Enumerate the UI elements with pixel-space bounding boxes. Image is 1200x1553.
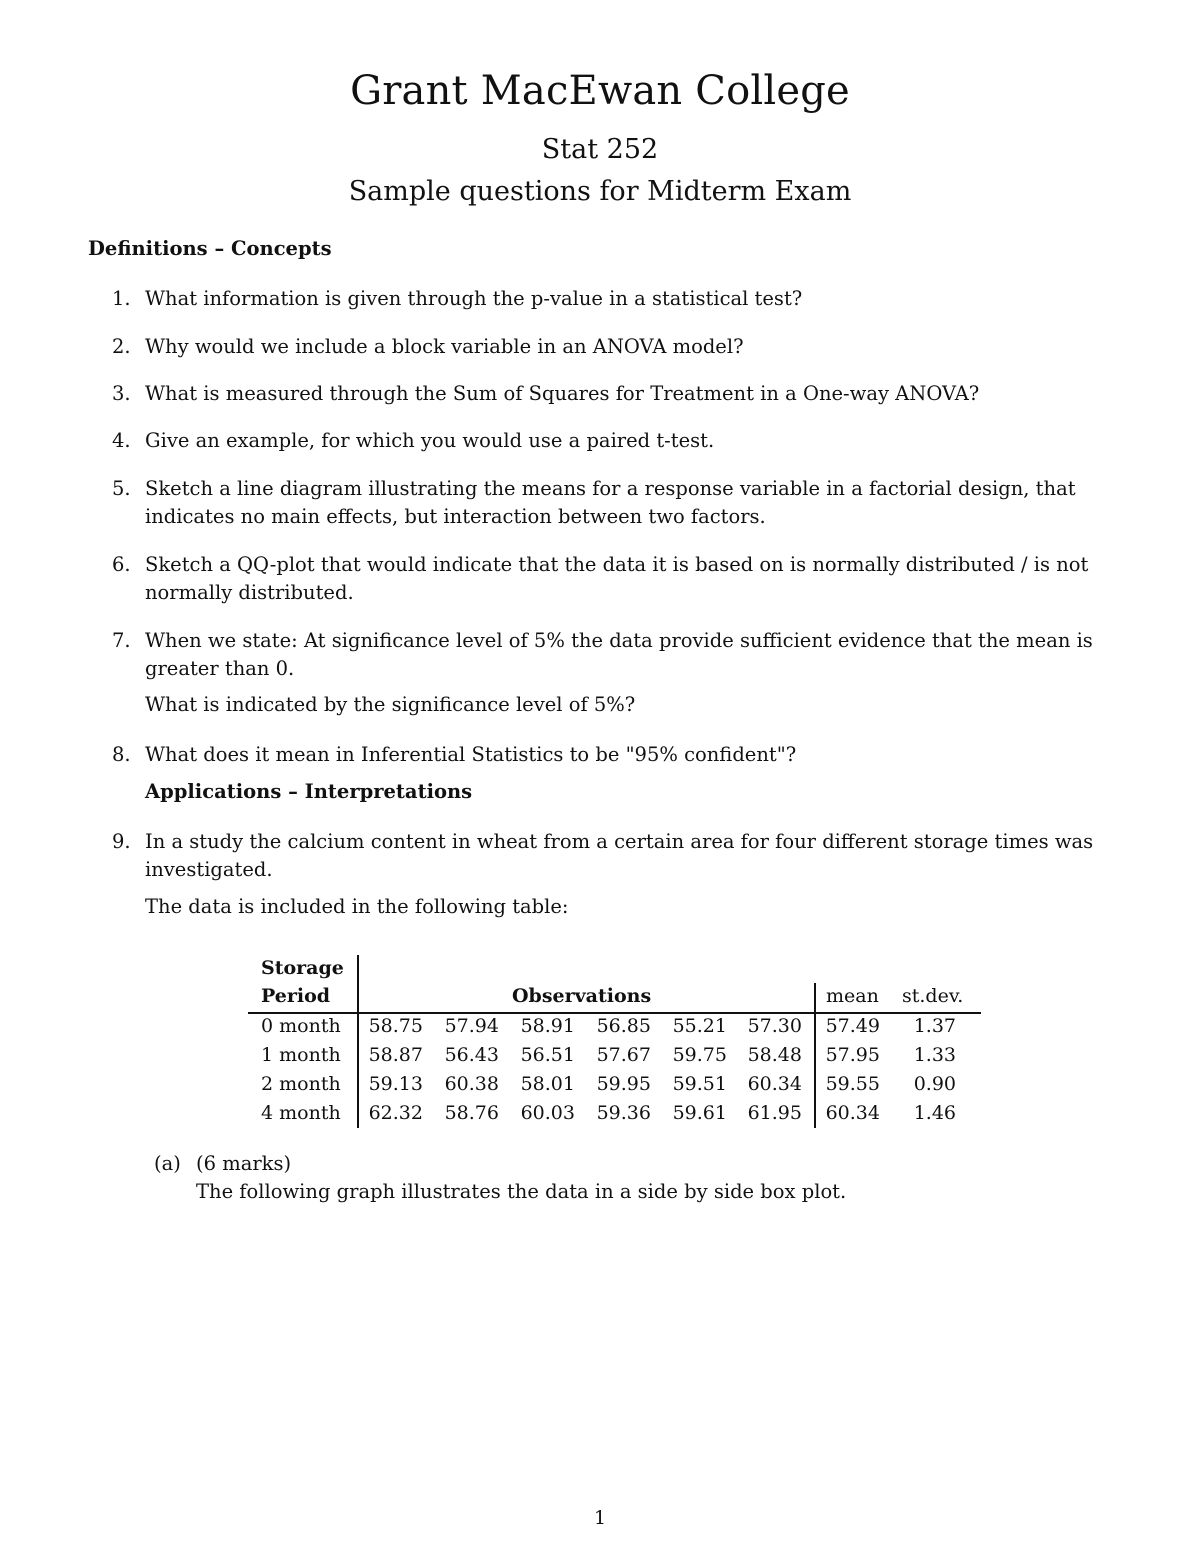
table-cell-sd: 1.46 — [913, 1102, 956, 1124]
table-cell-observation: 57.94 — [444, 1015, 499, 1037]
question-number: 4. — [112, 429, 131, 452]
table-cell-sd: 1.37 — [913, 1015, 956, 1037]
table-cell-observation: 59.61 — [672, 1102, 727, 1124]
table-cell-observation: 55.21 — [672, 1015, 727, 1037]
table-cell-mean: 57.49 — [825, 1015, 880, 1037]
table-cell-observation: 59.51 — [672, 1073, 727, 1095]
header-storage: Storage — [261, 957, 344, 979]
question-text: What information is given through the p-value in a statistical test? — [145, 287, 803, 310]
table-cell-observation: 58.91 — [520, 1015, 575, 1037]
table-cell-observation: 58.01 — [520, 1073, 575, 1095]
table-cell-observation: 56.51 — [520, 1044, 575, 1066]
table-cell-observation: 62.32 — [368, 1102, 423, 1124]
college-title: Grant MacEwan College — [350, 68, 850, 114]
table-cell-observation: 56.43 — [444, 1044, 499, 1066]
course-title: Stat 252 — [541, 134, 659, 165]
table-cell-mean: 60.34 — [825, 1102, 880, 1124]
table-divider-left — [357, 955, 359, 1128]
header-observations: Observations — [512, 985, 652, 1007]
table-cell-observation: 59.13 — [368, 1073, 423, 1095]
question-7-followup: What is indicated by the significance level of 5%? — [145, 693, 636, 716]
section-heading-definitions: Definitions – Concepts — [88, 237, 332, 260]
table-cell-period: 1 month — [261, 1044, 341, 1066]
exam-title: Sample questions for Midterm Exam — [348, 176, 852, 207]
question-text: In a study the calcium content in wheat from a certain area for four different storage times was investigated. — [145, 830, 1094, 881]
question-number: 5. — [112, 477, 131, 500]
question-number: 2. — [112, 335, 131, 358]
table-cell-observation: 59.36 — [596, 1102, 651, 1124]
section-heading-applications: Applications – Interpretations — [145, 780, 473, 803]
header-period: Period — [261, 985, 331, 1007]
question-text: Give an example, for which you would use a paired t-test. — [145, 429, 715, 452]
table-cell-sd: 0.90 — [913, 1073, 956, 1095]
question-number: 6. — [112, 553, 131, 576]
question-number: 1. — [112, 287, 131, 310]
question-9-followup: The data is included in the following table: — [145, 895, 569, 918]
table-divider-right — [814, 983, 816, 1128]
page-number: 1 — [593, 1507, 607, 1529]
table-cell-mean: 59.55 — [825, 1073, 880, 1095]
question-number: 9. — [112, 830, 131, 853]
question-text: Why would we include a block variable in an ANOVA model? — [145, 335, 744, 358]
header-mean: mean — [826, 985, 879, 1007]
question-number: 7. — [112, 629, 131, 652]
table-cell-observation: 57.30 — [747, 1015, 802, 1037]
table-cell-observation: 61.95 — [747, 1102, 802, 1124]
question-number: 8. — [112, 743, 131, 766]
question-text: What does it mean in Inferential Statistics to be "95% confident"? — [145, 743, 797, 766]
subquestion-a-label: (a) — [154, 1152, 181, 1175]
table-cell-observation: 58.76 — [444, 1102, 499, 1124]
table-cell-observation: 60.38 — [444, 1073, 499, 1095]
subquestion-a-marks: (6 marks) — [196, 1152, 292, 1175]
table-cell-observation: 58.75 — [368, 1015, 423, 1037]
table-cell-period: 4 month — [261, 1102, 341, 1124]
table-cell-observation: 58.87 — [368, 1044, 423, 1066]
table-header-rule — [248, 1012, 981, 1014]
table-cell-period: 0 month — [261, 1015, 341, 1037]
table-cell-observation: 60.34 — [747, 1073, 802, 1095]
table-cell-observation: 59.75 — [672, 1044, 727, 1066]
table-cell-observation: 56.85 — [596, 1015, 651, 1037]
table-cell-observation: 59.95 — [596, 1073, 651, 1095]
question-text: Sketch a QQ-plot that would indicate that the data it is based on is normally distributed / is not normally distributed. — [145, 553, 1089, 604]
table-cell-mean: 57.95 — [825, 1044, 880, 1066]
table-cell-period: 2 month — [261, 1073, 341, 1095]
table-cell-observation: 57.67 — [596, 1044, 651, 1066]
subquestion-a-text: The following graph illustrates the data in a side by side box plot. — [196, 1180, 847, 1203]
table-cell-sd: 1.33 — [913, 1044, 956, 1066]
question-text: When we state: At significance level of 5% the data provide sufficient evidence that the mean is greater than 0. — [145, 629, 1093, 680]
question-text: What is measured through the Sum of Squares for Treatment in a One-way ANOVA? — [145, 382, 980, 405]
table-cell-observation: 60.03 — [520, 1102, 575, 1124]
table-cell-observation: 58.48 — [747, 1044, 802, 1066]
question-text: Sketch a line diagram illustrating the means for a response variable in a factorial design, that indicates no main effects, but interaction between two factors. — [145, 477, 1076, 528]
question-number: 3. — [112, 382, 131, 405]
header-sd: st.dev. — [902, 985, 964, 1007]
